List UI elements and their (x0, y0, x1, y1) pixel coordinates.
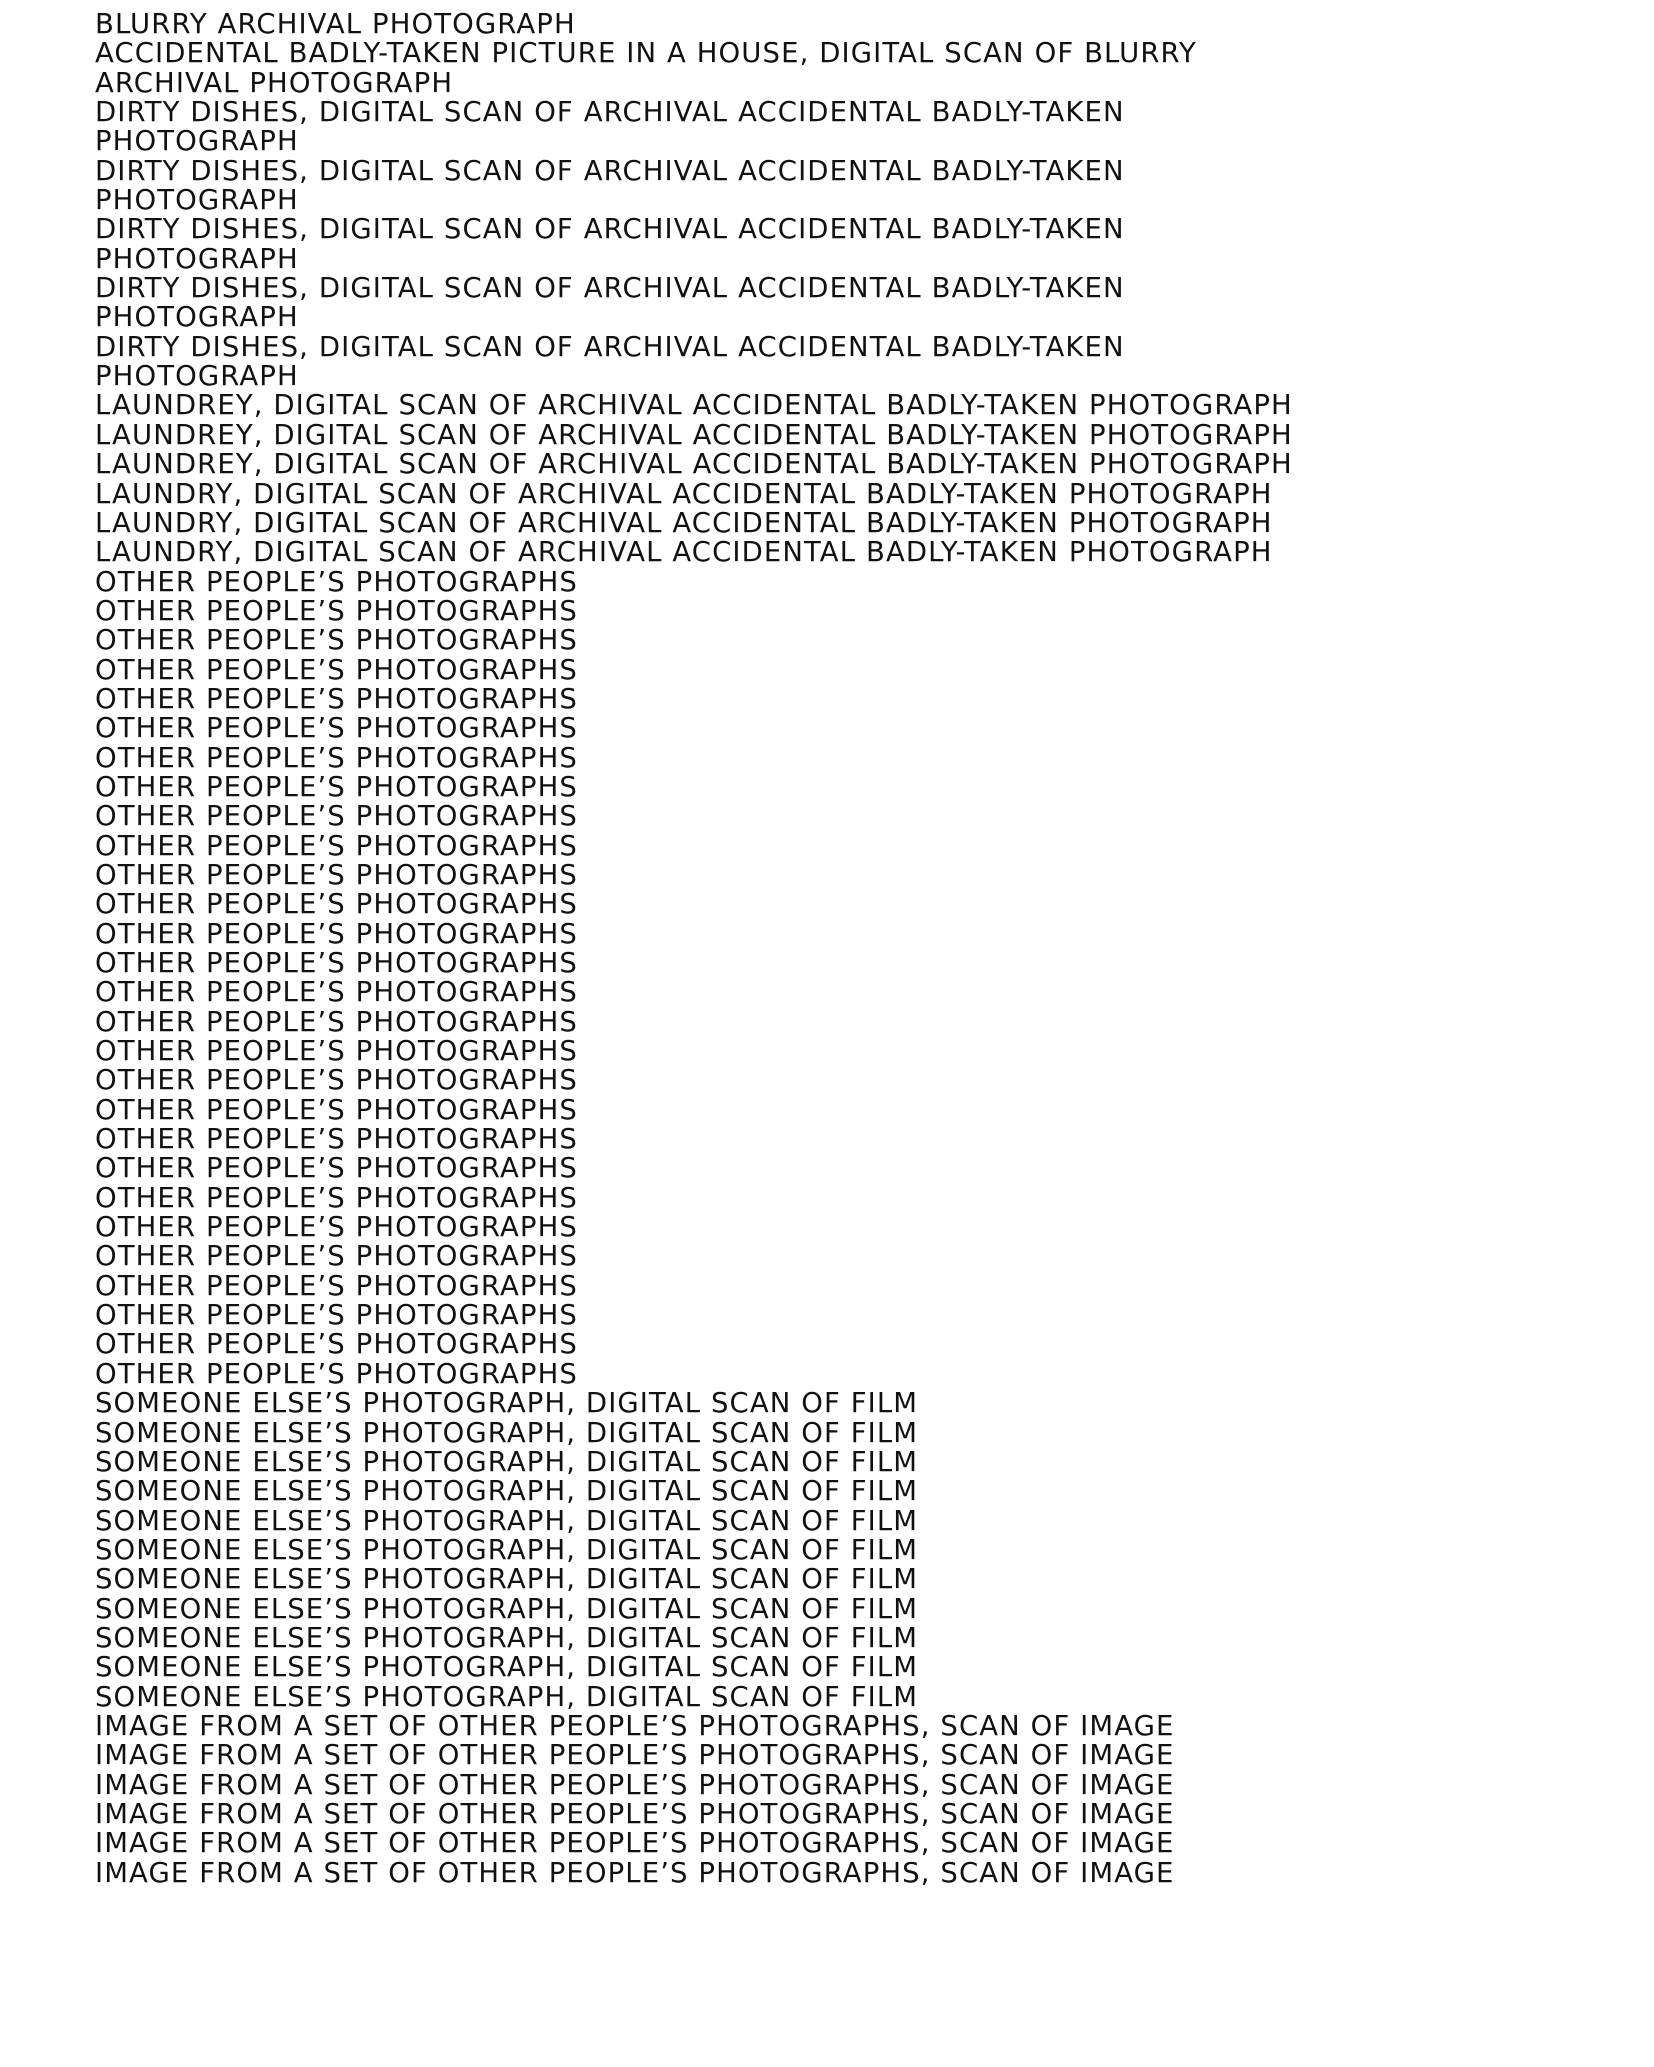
caption-line: OTHER PEOPLE’S PHOTOGRAPHS (95, 976, 578, 1009)
caption-line: OTHER PEOPLE’S PHOTOGRAPHS (95, 858, 578, 891)
caption-line: SOMEONE ELSE’S PHOTOGRAPH, DIGITAL SCAN OF FILM (95, 1533, 919, 1566)
caption-line: LAUNDREY, DIGITAL SCAN OF ARCHIVAL ACCIDENTAL BADLY-TAKEN PHOTOGRAPH (95, 389, 1293, 422)
caption-line: DIRTY DISHES, DIGITAL SCAN OF ARCHIVAL ACCIDENTAL BADLY-TAKEN PHOTOGRAPH (95, 154, 1125, 217)
caption-line: SOMEONE ELSE’S PHOTOGRAPH, DIGITAL SCAN OF FILM (95, 1651, 919, 1684)
caption-line: OTHER PEOPLE’S PHOTOGRAPHS (95, 1093, 578, 1126)
caption-line: IMAGE FROM A SET OF OTHER PEOPLE’S PHOTOGRAPHS, SCAN OF IMAGE (95, 1827, 1175, 1860)
caption-line: IMAGE FROM A SET OF OTHER PEOPLE’S PHOTOGRAPHS, SCAN OF IMAGE (95, 1797, 1175, 1830)
caption-line: IMAGE FROM A SET OF OTHER PEOPLE’S PHOTOGRAPHS, SCAN OF IMAGE (95, 1768, 1175, 1801)
caption-line: LAUNDREY, DIGITAL SCAN OF ARCHIVAL ACCIDENTAL BADLY-TAKEN PHOTOGRAPH (95, 448, 1293, 481)
caption-line: IMAGE FROM A SET OF OTHER PEOPLE’S PHOTOGRAPHS, SCAN OF IMAGE (95, 1739, 1175, 1772)
caption-line: OTHER PEOPLE’S PHOTOGRAPHS (95, 1299, 578, 1332)
caption-line: IMAGE FROM A SET OF OTHER PEOPLE’S PHOTOGRAPHS, SCAN OF IMAGE (95, 1856, 1175, 1889)
caption-line: OTHER PEOPLE’S PHOTOGRAPHS (95, 1064, 578, 1097)
caption-line: OTHER PEOPLE’S PHOTOGRAPHS (95, 888, 578, 921)
caption-line: OTHER PEOPLE’S PHOTOGRAPHS (95, 1240, 578, 1273)
caption-line: OTHER PEOPLE’S PHOTOGRAPHS (95, 653, 578, 686)
caption-line: SOMEONE ELSE’S PHOTOGRAPH, DIGITAL SCAN OF FILM (95, 1416, 919, 1449)
caption-line: OTHER PEOPLE’S PHOTOGRAPHS (95, 1328, 578, 1361)
caption-line: DIRTY DISHES, DIGITAL SCAN OF ARCHIVAL ACCIDENTAL BADLY-TAKEN PHOTOGRAPH (95, 213, 1125, 275)
caption-line: OTHER PEOPLE’S PHOTOGRAPHS (95, 682, 578, 715)
caption-line: OTHER PEOPLE’S PHOTOGRAPHS (95, 1035, 578, 1068)
caption-line: OTHER PEOPLE’S PHOTOGRAPHS (95, 741, 578, 774)
caption-line: OTHER PEOPLE’S PHOTOGRAPHS (95, 1181, 578, 1214)
caption-line: OTHER PEOPLE’S PHOTOGRAPHS (95, 712, 578, 745)
caption-line: OTHER PEOPLE’S PHOTOGRAPHS (95, 594, 578, 627)
caption-line: SOMEONE ELSE’S PHOTOGRAPH, DIGITAL SCAN OF FILM (95, 1445, 919, 1478)
caption-line: LAUNDRY, DIGITAL SCAN OF ARCHIVAL ACCIDENTAL BADLY-TAKEN PHOTOGRAPH (95, 536, 1273, 569)
caption-line: SOMEONE ELSE’S PHOTOGRAPH, DIGITAL SCAN OF FILM (95, 1621, 919, 1654)
caption-line: LAUNDRY, DIGITAL SCAN OF ARCHIVAL ACCIDENTAL BADLY-TAKEN PHOTOGRAPH (95, 477, 1273, 510)
caption-line: LAUNDRY, DIGITAL SCAN OF ARCHIVAL ACCIDENTAL BADLY-TAKEN PHOTOGRAPH (95, 506, 1273, 539)
caption-line: SOMEONE ELSE’S PHOTOGRAPH, DIGITAL SCAN OF FILM (95, 1387, 919, 1420)
caption-line: OTHER PEOPLE’S PHOTOGRAPHS (95, 1269, 578, 1302)
caption-line: OTHER PEOPLE’S PHOTOGRAPHS (95, 770, 578, 803)
caption-line: DIRTY DISHES, DIGITAL SCAN OF ARCHIVAL ACCIDENTAL BADLY-TAKEN PHOTOGRAPH (95, 330, 1125, 393)
caption-line: OTHER PEOPLE’S PHOTOGRAPHS (95, 1123, 578, 1156)
caption-line: SOMEONE ELSE’S PHOTOGRAPH, DIGITAL SCAN OF FILM (95, 1504, 919, 1537)
caption-line: OTHER PEOPLE’S PHOTOGRAPHS (95, 917, 578, 950)
caption-line: DIRTY DISHES, DIGITAL SCAN OF ARCHIVAL ACCIDENTAL BADLY-TAKEN PHOTOGRAPH (95, 96, 1125, 158)
caption-line: OTHER PEOPLE’S PHOTOGRAPHS (95, 1357, 578, 1390)
caption-line: OTHER PEOPLE’S PHOTOGRAPHS (95, 800, 578, 833)
caption-line: DIRTY DISHES, DIGITAL SCAN OF ARCHIVAL ACCIDENTAL BADLY-TAKEN PHOTOGRAPH (95, 272, 1125, 334)
caption-line: OTHER PEOPLE’S PHOTOGRAPHS (95, 947, 578, 979)
caption-line: IMAGE FROM A SET OF OTHER PEOPLE’S PHOTOGRAPHS, SCAN OF IMAGE (95, 1709, 1175, 1742)
caption-line: OTHER PEOPLE’S PHOTOGRAPHS (95, 1211, 578, 1244)
caption-line: SOMEONE ELSE’S PHOTOGRAPH, DIGITAL SCAN OF FILM (95, 1563, 919, 1596)
caption-line: LAUNDREY, DIGITAL SCAN OF ARCHIVAL ACCIDENTAL BADLY-TAKEN PHOTOGRAPH (95, 418, 1293, 451)
caption-line: ACCIDENTAL BADLY-TAKEN PICTURE IN A HOUSE, DIGITAL SCAN OF BLURRY ARCHIVAL PHOTOGRAPH (95, 37, 1197, 99)
caption-line: OTHER PEOPLE’S PHOTOGRAPHS (95, 565, 578, 598)
caption-line: SOMEONE ELSE’S PHOTOGRAPH, DIGITAL SCAN OF FILM (95, 1680, 919, 1713)
caption-line: SOMEONE ELSE’S PHOTOGRAPH, DIGITAL SCAN OF FILM (95, 1475, 919, 1508)
caption-line: SOMEONE ELSE’S PHOTOGRAPH, DIGITAL SCAN OF FILM (95, 1592, 919, 1625)
caption-line: OTHER PEOPLE’S PHOTOGRAPHS (95, 624, 578, 657)
caption-line: OTHER PEOPLE’S PHOTOGRAPHS (95, 1005, 578, 1038)
caption-list (95, 10, 1295, 1888)
caption-line: BLURRY ARCHIVAL PHOTOGRAPH (95, 8, 576, 40)
caption-line: OTHER PEOPLE’S PHOTOGRAPHS (95, 1152, 578, 1185)
caption-line: OTHER PEOPLE’S PHOTOGRAPHS (95, 829, 578, 862)
